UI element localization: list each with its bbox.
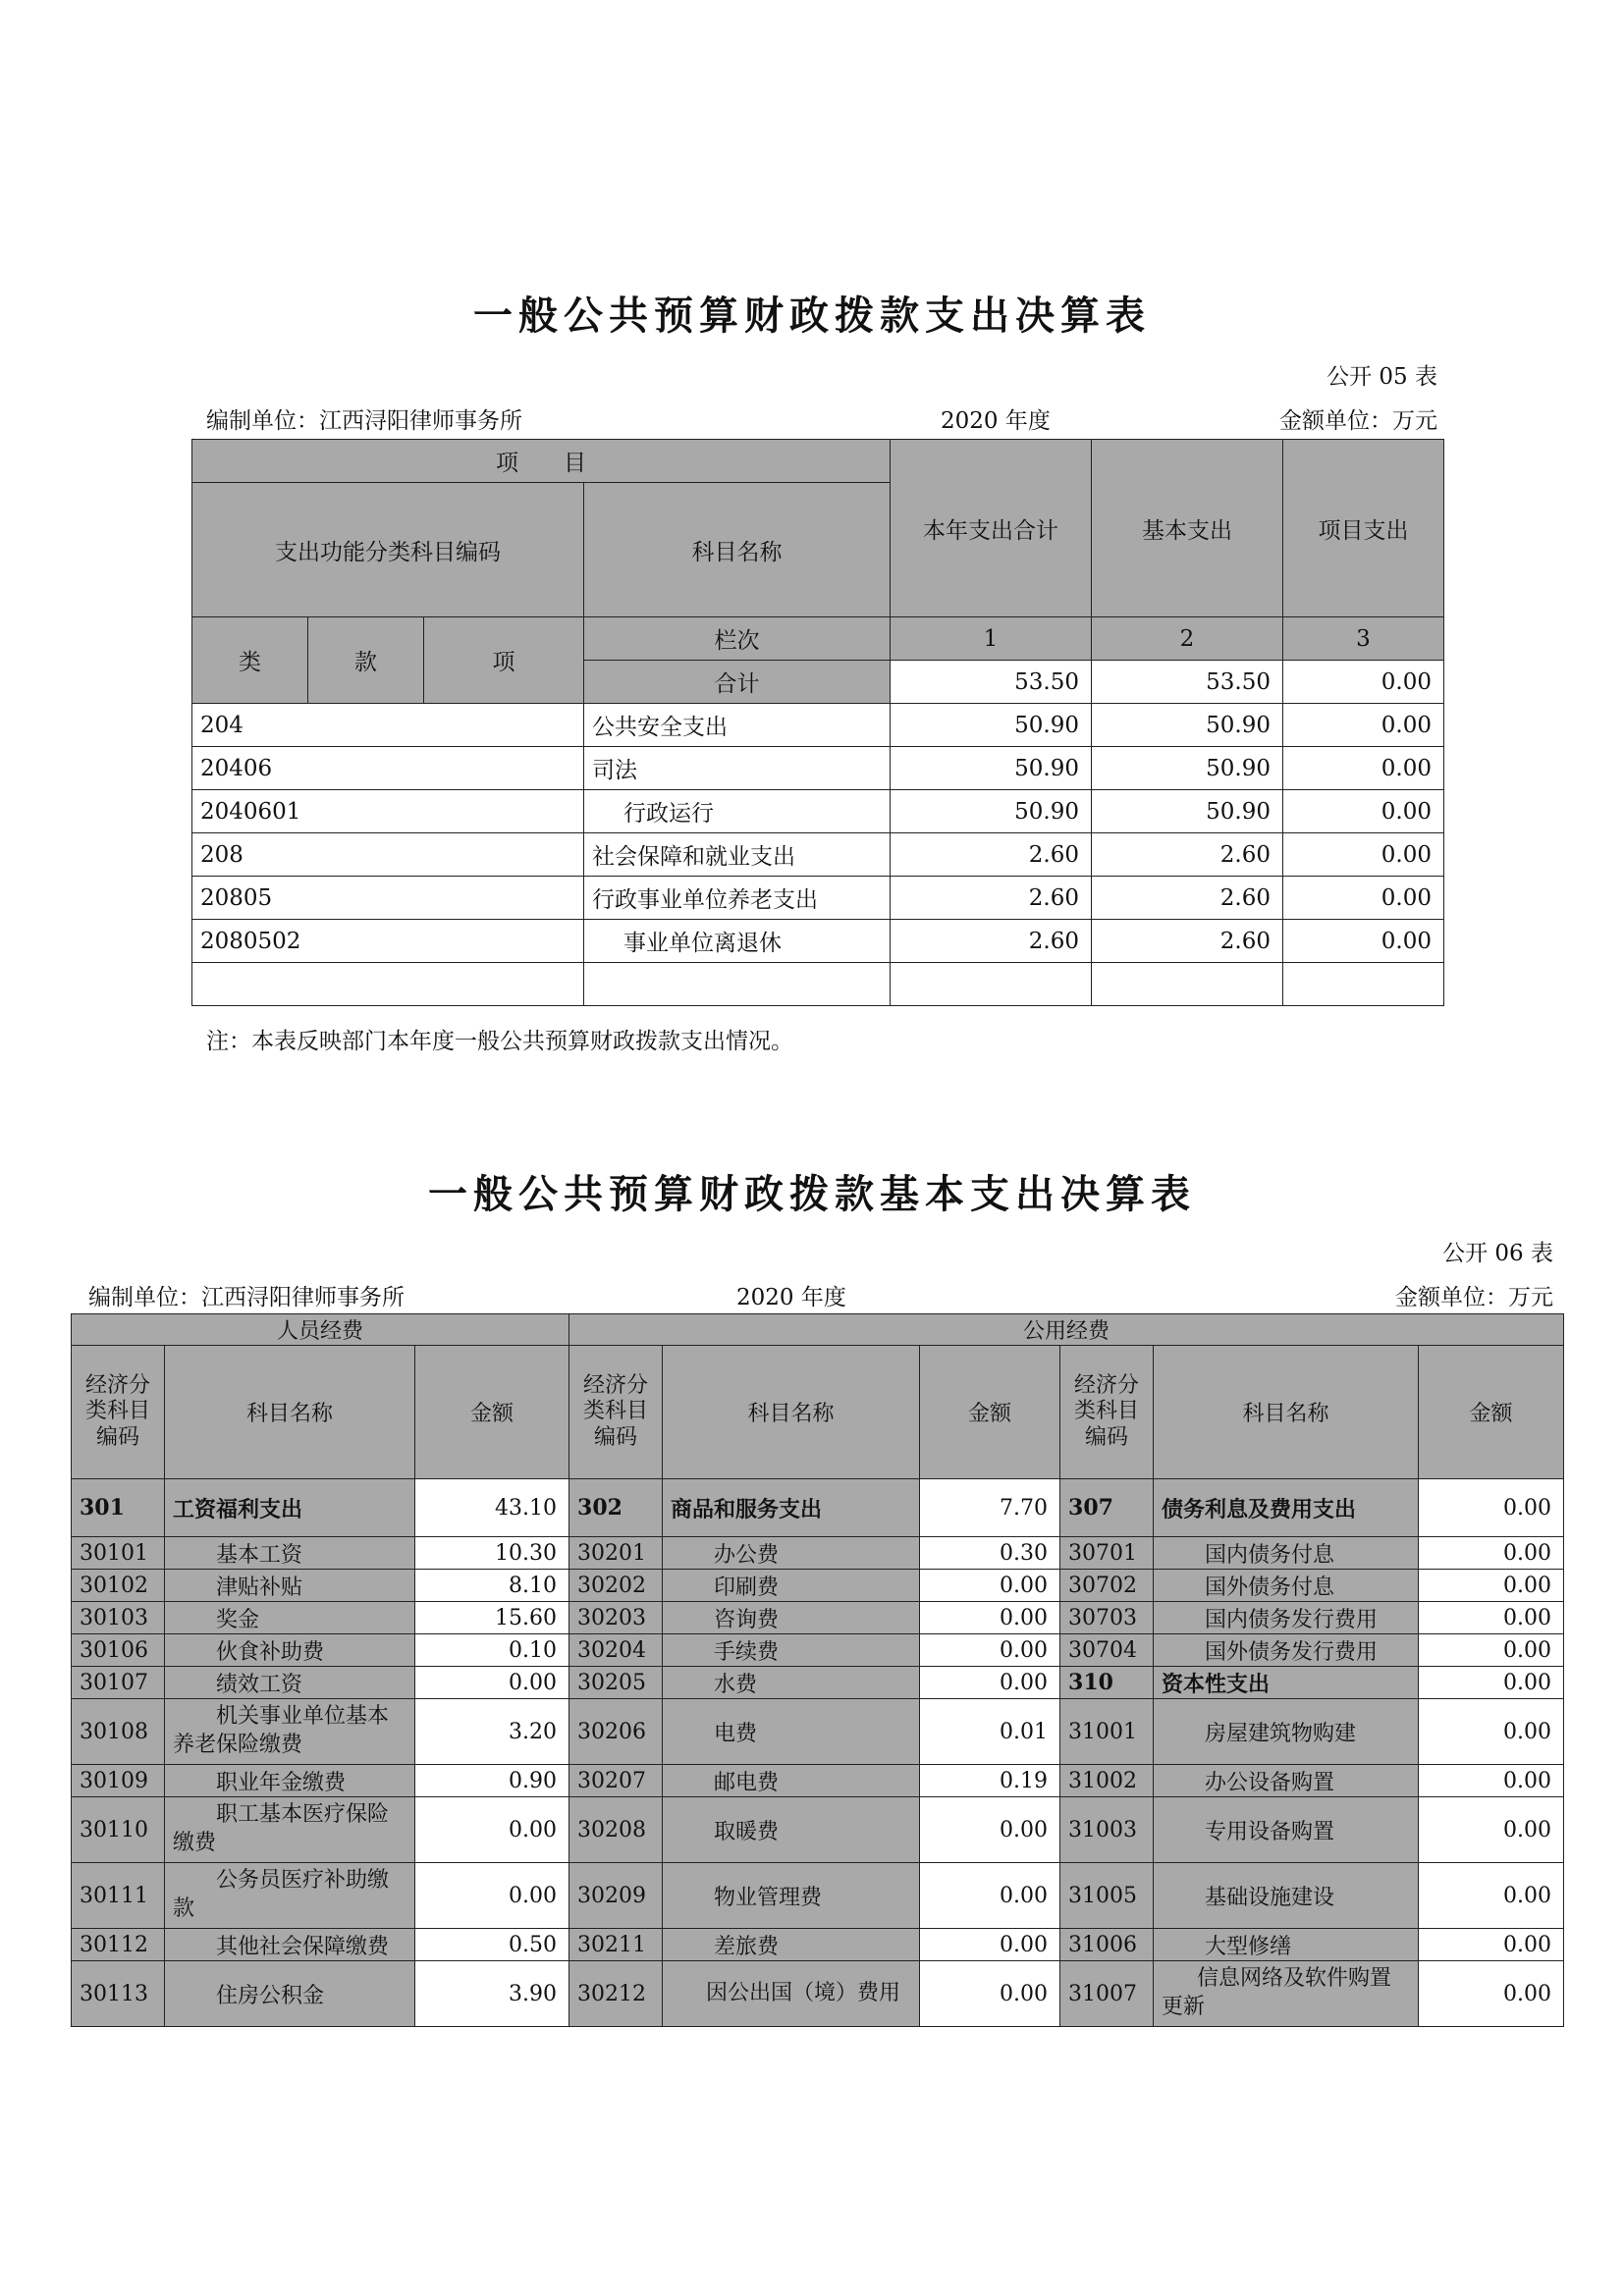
row-code: 208 [192, 833, 584, 877]
amount-cell: 0.00 [415, 1863, 569, 1929]
amount-cell: 0.00 [415, 1667, 569, 1699]
table1-note: 注：本表反映部门本年度一般公共预算财政拨款支出情况。 [206, 1029, 793, 1054]
name-cell: 职业年金缴费 [165, 1765, 415, 1797]
code-cell: 30110 [72, 1797, 165, 1863]
name-cell: 住房公积金 [165, 1961, 415, 2027]
amount-cell: 0.00 [920, 1634, 1060, 1667]
amount-cell: 0.00 [1419, 1602, 1564, 1634]
row-total: 50.90 [891, 704, 1092, 747]
row-total: 2.60 [891, 877, 1092, 920]
amount-cell: 0.90 [415, 1765, 569, 1797]
row-basic: 2.60 [1092, 920, 1283, 963]
name-cell: 职工基本医疗保险缴费 [165, 1797, 415, 1863]
table2-unit-label: 编制单位：江西浔阳律师事务所 [88, 1285, 405, 1310]
table-row [192, 790, 1444, 833]
code-cell: 30106 [72, 1634, 165, 1667]
name-cell: 债务利息及费用支出 [1154, 1479, 1419, 1537]
row-project: 0.00 [1283, 790, 1444, 833]
code-cell: 30204 [569, 1634, 663, 1667]
row-project: 0.00 [1283, 704, 1444, 747]
amount-cell: 10.30 [415, 1537, 569, 1570]
amount-cell: 8.10 [415, 1570, 569, 1602]
code-cell: 301 [72, 1479, 165, 1537]
table-row [72, 1961, 1564, 2027]
name-cell: 水费 [663, 1667, 920, 1699]
table1-number: 公开 05 表 [1326, 364, 1437, 390]
name-cell: 工资福利支出 [165, 1479, 415, 1537]
code-cell: 310 [1060, 1667, 1154, 1699]
name-cell: 津贴补贴 [165, 1570, 415, 1602]
amount-cell: 0.00 [920, 1667, 1060, 1699]
name-cell: 公务员医疗补助缴款 [165, 1863, 415, 1929]
sum-total: 53.50 [891, 661, 1092, 704]
table-row [72, 1765, 1564, 1797]
header-project: 项目支出 [1283, 440, 1444, 617]
header-amount: 金额 [415, 1346, 569, 1479]
table1-unit-label: 编制单位：江西浔阳律师事务所 [206, 408, 522, 434]
amount-cell: 0.00 [1419, 1797, 1564, 1863]
header-name: 科目名称 [1154, 1346, 1419, 1479]
table-row [192, 920, 1444, 963]
header-amount: 金额 [1419, 1346, 1564, 1479]
amount-cell: 0.00 [1419, 1765, 1564, 1797]
row-code: 204 [192, 704, 584, 747]
amount-cell: 3.20 [415, 1699, 569, 1765]
header-total: 本年支出合计 [891, 440, 1092, 617]
name-cell: 基本工资 [165, 1537, 415, 1570]
row-code: 2040601 [192, 790, 584, 833]
amount-cell: 0.00 [1419, 1863, 1564, 1929]
amount-cell: 0.00 [920, 1863, 1060, 1929]
table-row [192, 747, 1444, 790]
table-row [192, 704, 1444, 747]
empty-cell [192, 963, 584, 1006]
row-total: 2.60 [891, 920, 1092, 963]
code-cell: 30112 [72, 1929, 165, 1961]
amount-cell: 0.00 [920, 1797, 1060, 1863]
empty-cell [1092, 963, 1283, 1006]
code-cell: 30702 [1060, 1570, 1154, 1602]
row-project: 0.00 [1283, 920, 1444, 963]
row-name: 社会保障和就业支出 [584, 833, 891, 877]
row-project: 0.00 [1283, 833, 1444, 877]
amount-cell: 0.30 [920, 1537, 1060, 1570]
sum-basic: 53.50 [1092, 661, 1283, 704]
name-cell: 资本性支出 [1154, 1667, 1419, 1699]
table2-currency: 金额单位：万元 [1395, 1285, 1553, 1310]
name-cell: 邮电费 [663, 1765, 920, 1797]
code-cell: 30102 [72, 1570, 165, 1602]
header-name: 科目名称 [663, 1346, 920, 1479]
table-row [72, 1634, 1564, 1667]
header-basic: 基本支出 [1092, 440, 1283, 617]
code-cell: 30212 [569, 1961, 663, 2027]
row-code: 20406 [192, 747, 584, 790]
header-public: 公用经费 [569, 1314, 1564, 1346]
column-number: 2 [1092, 617, 1283, 661]
code-cell: 307 [1060, 1479, 1154, 1537]
empty-cell [891, 963, 1092, 1006]
code-cell: 30701 [1060, 1537, 1154, 1570]
table-row [72, 1863, 1564, 1929]
amount-cell: 0.10 [415, 1634, 569, 1667]
code-cell: 31002 [1060, 1765, 1154, 1797]
name-cell: 房屋建筑物购建 [1154, 1699, 1419, 1765]
name-cell: 基础设施建设 [1154, 1863, 1419, 1929]
header-xiang: 项 [424, 617, 584, 704]
row-project: 0.00 [1283, 877, 1444, 920]
column-number: 3 [1283, 617, 1444, 661]
amount-cell: 0.01 [920, 1699, 1060, 1765]
amount-cell: 0.00 [415, 1797, 569, 1863]
code-cell: 30103 [72, 1602, 165, 1634]
name-cell: 专用设备购置 [1154, 1797, 1419, 1863]
code-cell: 30111 [72, 1863, 165, 1929]
amount-cell: 0.50 [415, 1929, 569, 1961]
amount-cell: 0.00 [1419, 1667, 1564, 1699]
code-cell: 31006 [1060, 1929, 1154, 1961]
row-total: 50.90 [891, 790, 1092, 833]
name-cell: 机关事业单位基本养老保险缴费 [165, 1699, 415, 1765]
name-cell: 国内债务发行费用 [1154, 1602, 1419, 1634]
header-personnel: 人员经费 [72, 1314, 569, 1346]
header-code: 经济分类科目编码 [72, 1346, 165, 1479]
table-row [72, 1570, 1564, 1602]
name-cell: 大型修缮 [1154, 1929, 1419, 1961]
table-row [72, 1667, 1564, 1699]
table-row [72, 1929, 1564, 1961]
code-cell: 30108 [72, 1699, 165, 1765]
name-cell: 其他社会保障缴费 [165, 1929, 415, 1961]
name-cell: 印刷费 [663, 1570, 920, 1602]
table2-title: 一般公共预算财政拨款基本支出决算表 [428, 1171, 1196, 1217]
header-lanci: 栏次 [584, 617, 891, 661]
amount-cell: 3.90 [415, 1961, 569, 2027]
header-kuan: 款 [308, 617, 424, 704]
code-cell: 31001 [1060, 1699, 1154, 1765]
amount-cell: 0.00 [920, 1929, 1060, 1961]
row-project: 0.00 [1283, 747, 1444, 790]
amount-cell: 15.60 [415, 1602, 569, 1634]
row-total: 50.90 [891, 747, 1092, 790]
header-name: 科目名称 [584, 483, 891, 617]
code-cell: 30205 [569, 1667, 663, 1699]
name-cell: 咨询费 [663, 1602, 920, 1634]
row-basic: 2.60 [1092, 877, 1283, 920]
name-cell: 绩效工资 [165, 1667, 415, 1699]
amount-cell: 0.00 [1419, 1634, 1564, 1667]
code-cell: 30203 [569, 1602, 663, 1634]
name-cell: 信息网络及软件购置更新 [1154, 1961, 1419, 2027]
row-basic: 50.90 [1092, 704, 1283, 747]
code-cell: 30704 [1060, 1634, 1154, 1667]
row-name: 公共安全支出 [584, 704, 891, 747]
table-row-empty [192, 963, 1444, 1006]
code-cell: 30209 [569, 1863, 663, 1929]
table-row [192, 833, 1444, 877]
code-cell: 31005 [1060, 1863, 1154, 1929]
amount-cell: 0.00 [920, 1602, 1060, 1634]
amount-cell: 0.00 [1419, 1929, 1564, 1961]
header-amount: 金额 [920, 1346, 1060, 1479]
code-cell: 30206 [569, 1699, 663, 1765]
empty-cell [584, 963, 891, 1006]
header-code: 支出功能分类科目编码 [192, 483, 584, 617]
name-cell: 国外债务发行费用 [1154, 1634, 1419, 1667]
amount-cell: 0.00 [1419, 1570, 1564, 1602]
row-code: 20805 [192, 877, 584, 920]
name-cell: 国内债务付息 [1154, 1537, 1419, 1570]
row-name: 事业单位离退休 [584, 920, 891, 963]
name-cell: 手续费 [663, 1634, 920, 1667]
code-cell: 30109 [72, 1765, 165, 1797]
table2 [71, 1313, 1564, 2027]
row-total: 2.60 [891, 833, 1092, 877]
code-cell: 30703 [1060, 1602, 1154, 1634]
column-number: 1 [891, 617, 1092, 661]
sum-label: 合计 [584, 661, 891, 704]
amount-cell: 0.00 [1419, 1537, 1564, 1570]
row-basic: 50.90 [1092, 790, 1283, 833]
amount-cell: 0.19 [920, 1765, 1060, 1797]
table-row [72, 1699, 1564, 1765]
table-row [72, 1602, 1564, 1634]
row-name: 行政运行 [584, 790, 891, 833]
name-cell: 国外债务付息 [1154, 1570, 1419, 1602]
amount-cell: 7.70 [920, 1479, 1060, 1537]
amount-cell: 0.00 [1419, 1699, 1564, 1765]
code-cell: 30208 [569, 1797, 663, 1863]
amount-cell: 0.00 [1419, 1479, 1564, 1537]
row-basic: 50.90 [1092, 747, 1283, 790]
row-name: 行政事业单位养老支出 [584, 877, 891, 920]
name-cell: 办公费 [663, 1537, 920, 1570]
table1-title: 一般公共预算财政拨款支出决算表 [473, 293, 1151, 339]
row-name: 司法 [584, 747, 891, 790]
code-cell: 30107 [72, 1667, 165, 1699]
empty-cell [1283, 963, 1444, 1006]
table2-number: 公开 06 表 [1442, 1241, 1553, 1266]
name-cell: 奖金 [165, 1602, 415, 1634]
code-cell: 30211 [569, 1929, 663, 1961]
row-code: 2080502 [192, 920, 584, 963]
code-cell: 30101 [72, 1537, 165, 1570]
name-cell: 商品和服务支出 [663, 1479, 920, 1537]
header-lei: 类 [192, 617, 308, 704]
code-cell: 31003 [1060, 1797, 1154, 1863]
code-cell: 302 [569, 1479, 663, 1537]
table-row [72, 1479, 1564, 1537]
table-row [72, 1537, 1564, 1570]
code-cell: 30202 [569, 1570, 663, 1602]
name-cell: 办公设备购置 [1154, 1765, 1419, 1797]
code-cell: 30113 [72, 1961, 165, 2027]
table1 [191, 439, 1444, 1006]
header-item: 项 目 [192, 440, 891, 483]
table1-currency: 金额单位：万元 [1279, 408, 1437, 434]
name-cell: 电费 [663, 1699, 920, 1765]
code-cell: 30207 [569, 1765, 663, 1797]
name-cell: 物业管理费 [663, 1863, 920, 1929]
table2-year: 2020 年度 [736, 1285, 846, 1310]
header-code: 经济分类科目编码 [1060, 1346, 1154, 1479]
table-row [192, 877, 1444, 920]
name-cell: 伙食补助费 [165, 1634, 415, 1667]
table1-year: 2020 年度 [941, 408, 1051, 434]
amount-cell: 0.00 [920, 1961, 1060, 2027]
header-name: 科目名称 [165, 1346, 415, 1479]
header-code: 经济分类科目编码 [569, 1346, 663, 1479]
table-row [72, 1797, 1564, 1863]
name-cell: 差旅费 [663, 1929, 920, 1961]
code-cell: 30201 [569, 1537, 663, 1570]
name-cell: 因公出国（境）费用 [663, 1961, 920, 2027]
sum-project: 0.00 [1283, 661, 1444, 704]
code-cell: 31007 [1060, 1961, 1154, 2027]
amount-cell: 43.10 [415, 1479, 569, 1537]
amount-cell: 0.00 [1419, 1961, 1564, 2027]
amount-cell: 0.00 [920, 1570, 1060, 1602]
name-cell: 取暖费 [663, 1797, 920, 1863]
row-basic: 2.60 [1092, 833, 1283, 877]
